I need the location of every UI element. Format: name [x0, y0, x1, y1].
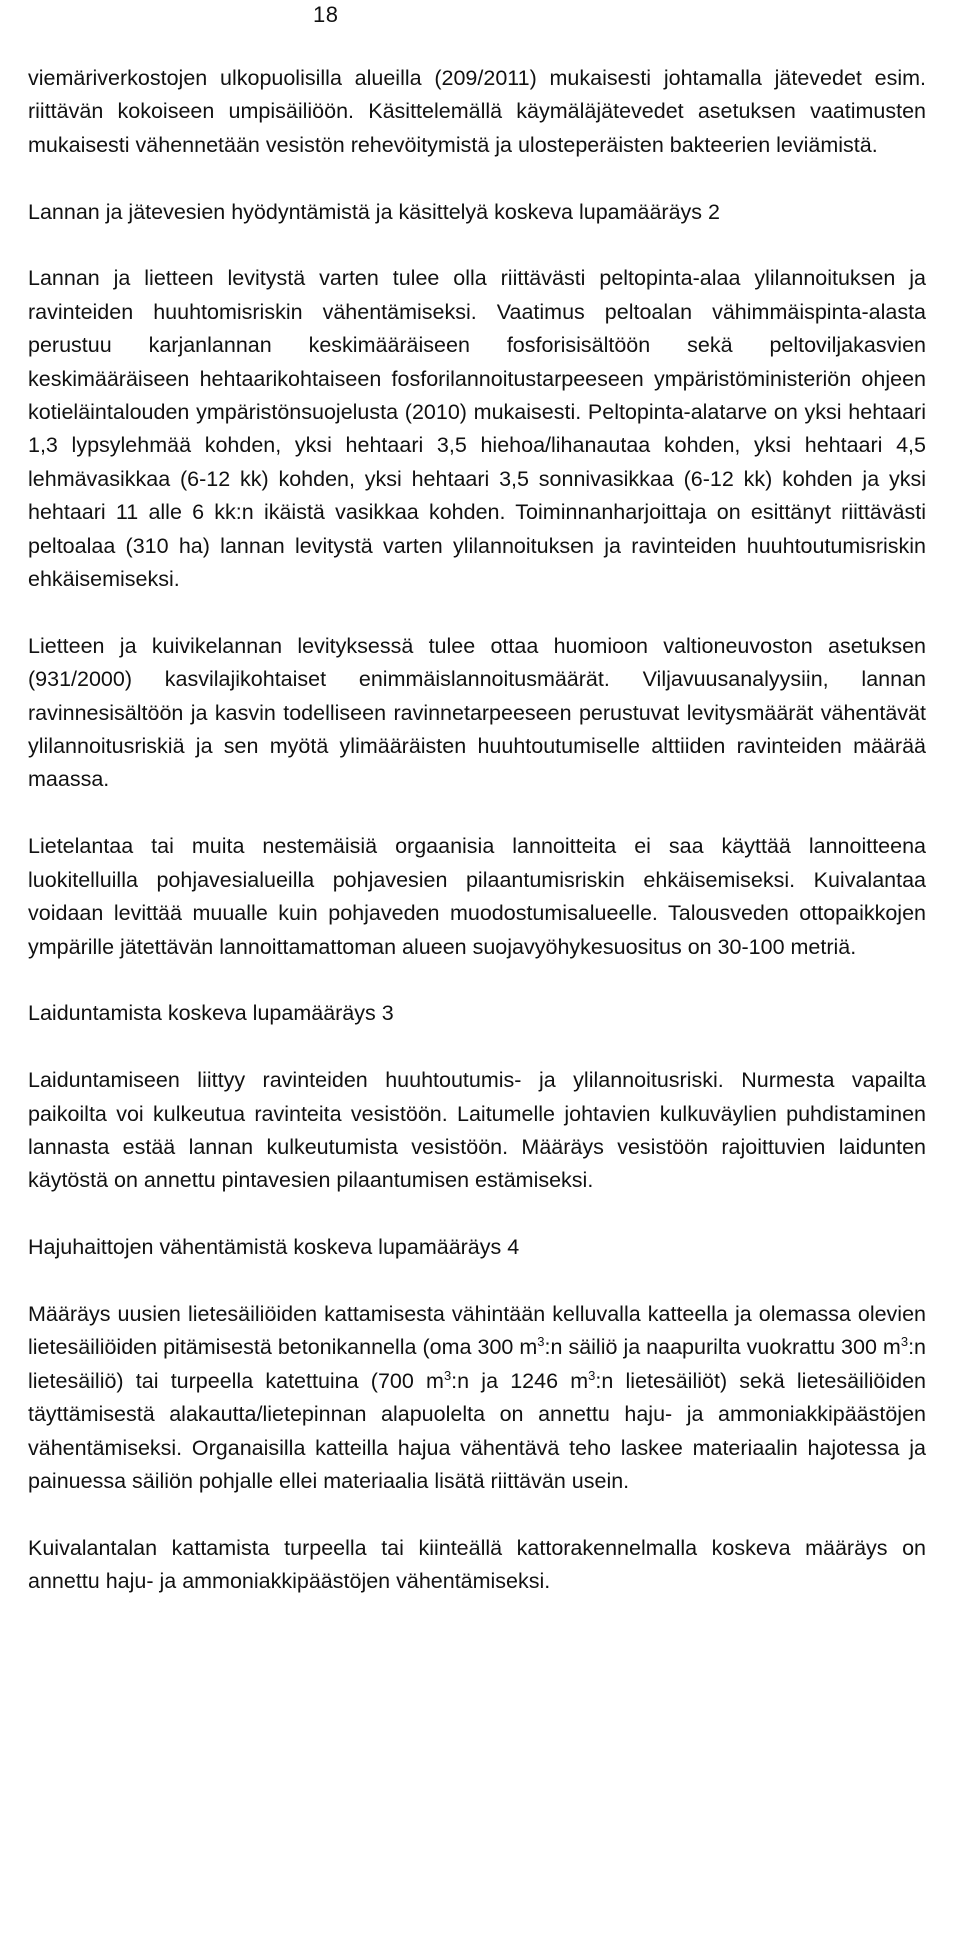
paragraph-levitysmaarat: Lietteen ja kuivikelannan levityksessä tulee ottaa huomioon valtioneuvoston asetuksen (931/2000) kasvilajikohtaiset enimmäislannoitusmäärät. Viljavuusanalyysiin, lannan ravinnesisältöön ja kasvin todelliseen ravinnetarpeeseen perustuvat levitysmäärät vähentävät ylilannoitusriskiä ja sen myötä ylimääräisten huuhtoutumiselle alttiiden ravinteiden määrää maassa. [28, 633, 926, 792]
section-heading-lupamaarays-3: Laiduntamista koskeva lupamääräys 3 [28, 1001, 394, 1026]
section-heading-lupamaarays-2: Lannan ja jätevesien hyödyntämistä ja käsittelyä koskeva lupamääräys 2 [28, 199, 720, 224]
paragraph-kuivalantala: Kuivalantalan kattamista turpeella tai kiinteällä kattorakennelmalla koskeva määräys on annettu haju- ja ammoniakkipäästöjen vähentämiseksi. [28, 1535, 926, 1594]
page-number: 18 [313, 2, 339, 27]
paragraph-peltopinta-ala: Lannan ja lietteen levitystä varten tulee olla riittävästi peltopinta-alaa ylilannoituksen ja ravinteiden huuhtomisriskin vähentämiseksi. Vaatimus peltoalan vähimmäispinta-alasta perustuu karjanlannan keskimääräiseen fosforisisältöön sekä peltoviljakasvien keskimääräiseen hehtaarikohtaiseen fosforilannoitustarpeeseen ympäristöministeriön ohjeen kotieläintalouden ympäristönsuojelusta (2010) mukaisesti. Peltopinta-alatarve on yksi hehtaari 1,3 lypsylehmää kohden, yksi hehtaari 3,5 hiehoa/lihanautaa kohden, yksi hehtaari 4,5 lehmävasikkaa (6-12 kk) kohden, yksi hehtaari 3,5 sonnivasikkaa (6-12 kk) kohden ja yksi hehtaari 11 alle 6 kk:n ikäistä vasikkaa kohden. Toiminnanharjoittaja on esittänyt riittävästi peltoalaa (310 ha) lannan levitystä varten ylilannoituksen ja ravinteiden huuhtoutumisriskin ehkäisemiseksi. [28, 266, 926, 592]
paragraph-intro: viemäriverkostojen ulkopuolisilla alueilla (209/2011) mukaisesti johtamalla jätevedet esim. riittävän kokoiseen umpisäiliöön. Käsittelemällä käymäläjätevedet asetuksen vaatimusten mukaisesti vähennetään vesistön rehevöitymistä ja ulosteperäisten bakteerien leviämistä. [28, 66, 926, 157]
section-heading-lupamaarays-4: Hajuhaittojen vähentämistä koskeva lupamääräys 4 [28, 1235, 520, 1260]
document-body [28, 62, 926, 1599]
paragraph-lietesailiot: Määräys uusien lietesäiliöiden kattamisesta vähintään kelluvalla katteella ja olemassa olevien lietesäiliöiden pitämisestä betonikannella (oma 300 $m^3:n$ säiliö ja naapurilta vuokrattu 300 $m^3:n$ lietesäiliö) tai turpeella katettuina (700 $m^3:n$ ja 1246 $m^3:n$ lietesäiliöt) sekä lietesäiliöiden täyttämisestä alakautta/lietepinnan alapuolelta on annettu haju- ja ammoniakkipäästöjen vähentämiseksi. Organaisilla katteilla hajua vähentävä teho laskee materiaalin hajotessa ja painuessa säiliön pohjalle ellei materiaalia lisätä riittävän usein. [28, 1301, 927, 1493]
paragraph-pohjavesialueet: Lietelantaa tai muita nestemäisiä orgaanisia lannoitteita ei saa käyttää lannoitteena luokitelluilla pohjavesialueilla pohjavesien pilaantumisriskin ehkäisemiseksi. Kuivalantaa voidaan levittää muualle kuin pohjaveden muodostumisalueelle. Talousveden ottopaikkojen ympärille jätettävän lannoittamattoman alueen suojavyöhykesuositus on 30-100 metriä. [28, 834, 926, 959]
paragraph-laiduntaminen: Laiduntamiseen liittyy ravinteiden huuhtoutumis- ja ylilannoitusriski. Nurmesta vapailta paikoilta voi kulkeutua ravinteita vesistöön. Laitumelle johtavien kulkuväylien puhdistaminen lannasta estää lannan kulkeutumista vesistöön. Määräys vesistöön rajoittuvien laidunten käytöstä on annettu pintavesien pilaantumisen estämiseksi. [28, 1068, 926, 1193]
